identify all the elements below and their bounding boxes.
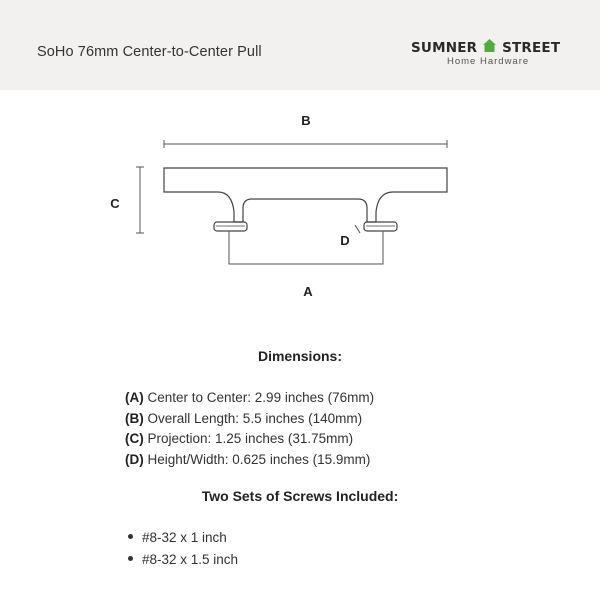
screw-item: #8-32 x 1 inch [128, 527, 238, 549]
screws-heading: Two Sets of Screws Included: [201, 488, 399, 504]
label-a: A [303, 284, 313, 299]
logo-word-right: STREET [502, 40, 561, 56]
dimensions-list [125, 388, 374, 470]
pull-base-right [364, 222, 397, 231]
logo-tagline: Home Hardware [447, 56, 530, 67]
dimension-line-d [355, 225, 360, 233]
logo-wordmark [411, 38, 560, 56]
screw-item: #8-32 x 1.5 inch [128, 549, 238, 571]
screws-list [128, 527, 238, 571]
dimension-item-a: (A) Center to Center: 2.99 inches (76mm) [125, 390, 375, 405]
dimension-item-c: (C) Projection: 1.25 inches (31.75mm) [125, 431, 354, 446]
dimension-item-b: (B) Overall Length: 5.5 inches (140mm) [125, 410, 363, 426]
bullet-icon [128, 534, 133, 539]
pull-dimension-diagram [0, 100, 600, 310]
house-icon [482, 38, 497, 53]
label-c: C [110, 196, 120, 211]
label-d: D [340, 233, 350, 248]
header [0, 0, 600, 90]
pull-base-left [214, 222, 247, 231]
brand-logo [411, 38, 571, 70]
pull-outline [164, 168, 447, 222]
label-b: B [301, 113, 311, 128]
page-title: SoHo 76mm Center-to-Center Pull [37, 44, 262, 60]
dimension-line-a [229, 231, 383, 264]
logo-word-left: SUMNER [411, 40, 478, 56]
bullet-icon [128, 556, 133, 561]
dimensions-heading: Dimensions: [257, 348, 342, 364]
dimension-item-d: (D) Height/Width: 0.625 inches (15.9mm) [125, 451, 371, 467]
